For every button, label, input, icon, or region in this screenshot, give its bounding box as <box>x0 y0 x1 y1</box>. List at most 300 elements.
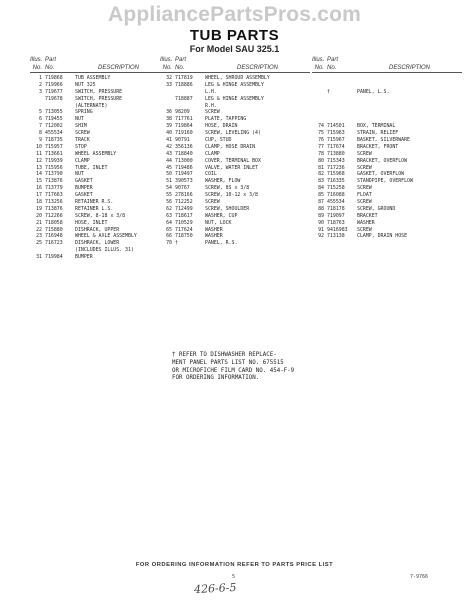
part-row <box>160 96 310 103</box>
illus-number: 31 <box>36 254 42 261</box>
illus-number: 78 <box>318 150 324 157</box>
part-row <box>30 233 162 240</box>
part-number: 716948 <box>45 233 63 240</box>
header-illus: Illus. <box>30 57 43 63</box>
part-row <box>312 206 462 213</box>
part-number: 715963 <box>327 130 345 137</box>
part-row <box>312 103 462 110</box>
part-description: HOSE, INLET <box>75 219 108 226</box>
part-row <box>30 240 162 247</box>
part-description: (ALTERNATE) <box>75 102 108 109</box>
part-description: R.H. <box>205 102 217 109</box>
part-number: 713876 <box>45 178 63 185</box>
header-part: Part <box>327 57 339 63</box>
parts-column-1 <box>30 56 162 261</box>
part-row <box>160 144 310 151</box>
part-description: BASKET, SILVERWARE <box>357 137 410 144</box>
part-number: 712266 <box>45 212 63 219</box>
part-row <box>30 151 162 158</box>
part-row <box>30 130 162 137</box>
part-row <box>160 220 310 227</box>
part-description: COIL <box>205 171 217 178</box>
part-number: 715968 <box>327 171 345 178</box>
part-description: WASHER <box>357 219 375 226</box>
part-number: 715957 <box>45 143 63 150</box>
part-number: 713880 <box>327 150 345 157</box>
part-row <box>160 233 310 240</box>
part-row <box>30 185 162 192</box>
part-description: LEG & HINGE ASSEMBLY <box>205 81 264 88</box>
part-row <box>160 192 310 199</box>
part-description: L.H. <box>205 88 217 95</box>
part-description: WASHER, CUP <box>205 212 238 219</box>
part-description <box>357 96 462 103</box>
illus-number: 13 <box>36 164 42 171</box>
part-row <box>312 227 462 234</box>
illus-number: 21 <box>36 219 42 226</box>
part-row <box>160 123 310 130</box>
site-watermark: AppliancePartsPros.com <box>108 3 361 26</box>
part-row <box>312 109 462 116</box>
part-number <box>327 109 357 116</box>
part-description: PANEL, R.S. <box>205 240 238 247</box>
part-number: † <box>175 240 178 247</box>
parts-column-3 <box>312 56 462 240</box>
illus-number: 91 <box>318 226 324 233</box>
part-description: SCREW <box>205 199 220 206</box>
illus-number: 81 <box>318 164 324 171</box>
part-row <box>312 82 462 89</box>
part-number: 718886 <box>175 81 193 88</box>
handwritten-annotation: 426-6-5 <box>193 580 237 597</box>
note-line: MENT PANEL PARTS LIST NO. 675515 <box>172 359 284 366</box>
part-description: STOP <box>75 143 87 150</box>
header-no: No. <box>162 65 172 71</box>
part-row <box>312 178 462 185</box>
part-number: 718763 <box>327 219 345 226</box>
illus-number: 40 <box>166 130 172 137</box>
part-number: 356136 <box>175 143 193 150</box>
part-description: BRACKET, FRONT <box>357 143 399 150</box>
part-number: 713256 <box>45 199 63 206</box>
part-description: FLOAT <box>357 192 372 199</box>
part-description: SHIM <box>75 123 87 130</box>
part-row <box>160 206 310 213</box>
illus-number: 6 <box>39 116 42 123</box>
illus-number <box>160 96 175 103</box>
part-row <box>30 96 162 103</box>
part-row <box>30 165 162 172</box>
part-row <box>30 109 162 116</box>
part-row <box>30 199 162 206</box>
part-number: 719097 <box>327 212 345 219</box>
illus-number: 87 <box>318 199 324 206</box>
illus-number <box>160 103 175 110</box>
part-number: 718840 <box>175 150 193 157</box>
part-number: 717761 <box>175 116 193 123</box>
illus-number: 32 <box>166 75 172 81</box>
part-row <box>160 171 310 178</box>
part-number: 713000 <box>175 157 193 164</box>
illus-number: 7 <box>39 123 42 130</box>
illus-number: 17 <box>36 192 42 199</box>
part-row <box>30 171 162 178</box>
illus-number <box>312 89 327 96</box>
illus-number: 64 <box>166 219 172 226</box>
header-illus: Illus. <box>312 57 325 63</box>
part-description: WHEEL & AXLE ASSEMBLY <box>75 233 137 240</box>
part-description <box>357 116 462 123</box>
part-number: 714501 <box>327 123 345 130</box>
illus-number: 16 <box>36 185 42 192</box>
illus-number: 38 <box>166 116 172 123</box>
parts-rows <box>160 75 310 247</box>
part-number: 715956 <box>45 164 63 171</box>
column-header-top <box>160 56 310 64</box>
illus-number: 76 <box>318 137 324 144</box>
part-description: CLAMP <box>205 150 220 157</box>
part-number: 90767 <box>175 185 190 192</box>
part-number: † <box>327 88 330 95</box>
illus-number: 18 <box>36 199 42 206</box>
illus-number: 90 <box>318 219 324 226</box>
part-row <box>312 213 462 220</box>
part-number: 713876 <box>45 205 63 212</box>
part-row <box>30 103 162 110</box>
part-row <box>160 130 310 137</box>
part-description: SCREW, 8-18 x 3/8 <box>75 212 126 219</box>
part-description: COVER, TERMINAL BOX <box>205 157 261 164</box>
page-subtitle: For Model SAU 325.1 <box>189 44 280 54</box>
part-number: 718617 <box>175 212 193 219</box>
illus-number: 54 <box>166 185 172 192</box>
illus-number <box>312 116 327 123</box>
illus-number: 84 <box>318 185 324 192</box>
part-row <box>160 213 310 220</box>
part-description: TUBE, INLET <box>75 164 108 171</box>
illus-number: 25 <box>36 240 42 247</box>
part-number: 716088 <box>327 192 345 199</box>
part-description: SCREW, SHOULDER <box>205 205 250 212</box>
illus-number <box>30 247 45 254</box>
part-number: 455534 <box>45 130 63 137</box>
part-row <box>312 144 462 151</box>
part-description: SCREW <box>357 150 372 157</box>
part-row <box>312 151 462 158</box>
illus-number: 63 <box>166 212 172 219</box>
illus-number: 1 <box>39 75 42 81</box>
note-line: FOR ORDERING INFORMATION. <box>172 375 260 382</box>
part-description: RETAINER R.S. <box>75 199 114 206</box>
part-row <box>160 185 310 192</box>
part-description: NUT 325 <box>75 81 96 88</box>
part-number <box>45 103 75 110</box>
part-description: WHEEL ASSEMBLY <box>75 150 117 157</box>
part-number: 712252 <box>175 199 193 206</box>
part-description <box>357 109 462 116</box>
illus-number <box>312 109 327 116</box>
illus-number: 66 <box>166 233 172 240</box>
part-number: 719455 <box>45 116 63 123</box>
part-description <box>357 103 462 110</box>
part-row <box>160 158 310 165</box>
part-description: BRACKET <box>357 212 378 219</box>
illus-number: 42 <box>166 143 172 150</box>
part-row <box>160 82 310 89</box>
parts-column-2 <box>160 56 310 247</box>
part-row <box>30 206 162 213</box>
part-number: 712002 <box>45 123 63 130</box>
illus-number: 55 <box>166 192 172 199</box>
part-number: 719160 <box>175 130 193 137</box>
part-description: SWITCH, PRESSURE <box>75 95 123 102</box>
column-header-bottom <box>312 64 462 73</box>
part-row <box>30 89 162 96</box>
illus-number: 77 <box>318 143 324 150</box>
part-number: 90791 <box>175 137 190 144</box>
header-description: DESCRIPTION <box>388 65 430 71</box>
part-number: 710529 <box>175 219 193 226</box>
illus-number: 3 <box>39 88 42 95</box>
part-row <box>312 130 462 137</box>
part-number: 719984 <box>45 254 63 261</box>
part-description: DISHRACK, LOWER <box>75 240 120 247</box>
part-row <box>312 123 462 130</box>
part-description: SCREW <box>357 164 372 171</box>
part-row <box>312 192 462 199</box>
illus-number: 10 <box>36 143 42 150</box>
part-number: 717236 <box>327 164 345 171</box>
part-description: CUP, STUD <box>205 137 232 144</box>
part-description: VALVE, WATER INLET <box>205 164 258 171</box>
header-part: Part <box>175 57 187 63</box>
part-description: NUT <box>75 116 84 123</box>
illus-number: 9 <box>39 137 42 144</box>
illus-number <box>160 89 175 96</box>
part-number: 718750 <box>175 233 193 240</box>
part-number: 719677 <box>45 88 63 95</box>
part-description: PANEL, L.S. <box>357 88 390 95</box>
illus-number: 82 <box>318 171 324 178</box>
part-number: 715343 <box>327 157 345 164</box>
column-header-top <box>312 56 462 64</box>
part-description: WASHER <box>205 233 223 240</box>
part-number: 713779 <box>45 185 63 192</box>
illus-number: 83 <box>318 178 324 185</box>
part-description: BRACKET, OVERFLOW <box>357 157 408 164</box>
part-description: WASHER, FLOW <box>205 178 241 185</box>
part-number: 716335 <box>327 178 345 185</box>
part-number: 715880 <box>45 226 63 233</box>
part-number: 718887 <box>175 95 193 102</box>
part-description: GASKET, OVERFLOW <box>357 171 405 178</box>
part-row <box>30 254 162 261</box>
part-description <box>357 75 462 82</box>
illus-number <box>30 103 45 110</box>
part-number: 719497 <box>175 171 193 178</box>
part-number: 717819 <box>175 75 193 81</box>
part-row <box>312 137 462 144</box>
part-row <box>312 158 462 165</box>
part-row <box>312 75 462 82</box>
illus-number: 12 <box>36 157 42 164</box>
header-description: DESCRIPTION <box>236 65 278 71</box>
part-number: 455534 <box>327 199 345 206</box>
part-number: 715967 <box>327 137 345 144</box>
part-description: WASHER <box>205 226 223 233</box>
part-row <box>160 116 310 123</box>
ordering-footer: FOR ORDERING INFORMATION REFER TO PARTS PRICE LIST <box>135 562 334 568</box>
illus-number: 33 <box>166 81 172 88</box>
part-number: 98209 <box>175 109 190 116</box>
part-row <box>312 185 462 192</box>
illus-number: 56 <box>166 199 172 206</box>
part-description: TUB ASSEMBLY <box>75 75 111 81</box>
part-description: STANDPIPE, OVERFLOW <box>357 178 413 185</box>
part-number <box>327 103 357 110</box>
illus-number: 74 <box>318 123 324 130</box>
part-number <box>175 103 205 110</box>
part-row <box>30 178 162 185</box>
header-part-no: No. <box>45 65 55 71</box>
part-row <box>312 233 462 240</box>
part-row <box>160 178 310 185</box>
illus-number <box>312 75 327 82</box>
part-description: (INCLUDES ILLUS. 31) <box>75 247 134 254</box>
part-description: RETAINER L.S. <box>75 205 114 212</box>
illus-number <box>312 82 327 89</box>
part-number: 717663 <box>45 192 63 199</box>
illus-number <box>30 96 45 103</box>
part-description: SCREW, 10-12 x 3/8 <box>205 192 258 199</box>
part-description: BUMPER <box>75 254 93 261</box>
part-row <box>30 192 162 199</box>
part-description: CLAMP, DRAIN HOSE <box>357 233 408 240</box>
part-row <box>160 240 310 247</box>
part-description: NUT, LOCK <box>205 219 232 226</box>
header-no: No. <box>314 65 324 71</box>
part-description <box>357 82 462 89</box>
part-row <box>160 151 310 158</box>
header-part: Part <box>45 57 57 63</box>
part-number: 713661 <box>45 150 63 157</box>
illus-number: 80 <box>318 157 324 164</box>
illus-number: 62 <box>166 205 172 212</box>
part-row <box>30 227 162 234</box>
part-description: GASKET <box>75 178 93 185</box>
part-number: 713138 <box>327 233 345 240</box>
part-number: 719939 <box>45 157 63 164</box>
illus-number: 5 <box>39 109 42 116</box>
part-row <box>30 247 162 254</box>
part-description: DISHRACK, UPPER <box>75 226 120 233</box>
part-row <box>160 199 310 206</box>
parts-rows <box>312 75 462 240</box>
part-row <box>30 75 162 82</box>
header-part-no: No. <box>175 65 185 71</box>
header-no: No. <box>32 65 42 71</box>
part-description: SCREW <box>357 199 372 206</box>
part-description: SCREW <box>205 109 220 116</box>
part-description: CLAMP, HOSE DRAIN <box>205 143 256 150</box>
part-description: NUT <box>75 171 84 178</box>
part-row <box>30 137 162 144</box>
part-number: 9416983 <box>327 226 348 233</box>
part-number <box>327 116 357 123</box>
page-number: 5 <box>232 574 236 580</box>
part-description: SCREW <box>75 130 90 137</box>
part-row <box>312 116 462 123</box>
part-description: PLATE, TAPPING <box>205 116 247 123</box>
illus-number: 92 <box>318 233 324 240</box>
part-number <box>175 89 205 96</box>
part-description: STRAIN, RELIEF <box>357 130 399 137</box>
illus-number: 2 <box>39 81 42 88</box>
part-number: 719966 <box>45 81 63 88</box>
column-header-bottom <box>30 64 162 73</box>
illus-number <box>312 96 327 103</box>
column-header-bottom <box>160 64 310 73</box>
illus-number: 41 <box>166 137 172 144</box>
part-number: 719868 <box>45 75 63 81</box>
part-description: BOX, TERMINAL <box>357 123 396 130</box>
part-number <box>327 75 357 82</box>
ordering-note <box>172 352 392 383</box>
part-description: HOSE, DRAIN <box>205 123 238 130</box>
part-row <box>30 116 162 123</box>
part-row <box>160 137 310 144</box>
part-row <box>160 75 310 82</box>
part-description: SCREW <box>357 185 372 192</box>
part-number: 713790 <box>45 171 63 178</box>
illus-number: 39 <box>166 123 172 130</box>
part-number: 718735 <box>45 137 63 144</box>
part-number: 719486 <box>175 164 193 171</box>
part-number <box>327 96 357 103</box>
illus-number: 85 <box>318 192 324 199</box>
note-line: OR MICROFICHE FILM CARD NO. 454-F-9 <box>172 367 295 374</box>
header-description: DESCRIPTION <box>97 65 139 71</box>
part-number: 719864 <box>175 123 193 130</box>
part-row <box>312 96 462 103</box>
part-description: SCREW, GROUND <box>357 205 396 212</box>
part-row <box>160 109 310 116</box>
illus-number: 36 <box>166 109 172 116</box>
page-title: TUB PARTS <box>189 27 280 44</box>
illus-number: 70 <box>166 240 172 247</box>
part-row <box>30 123 162 130</box>
illus-number: 88 <box>318 205 324 212</box>
note-line: † REFER TO DISHWASHER REPLACE- <box>172 352 277 358</box>
illus-number: 20 <box>36 212 42 219</box>
part-row <box>312 89 462 96</box>
part-number <box>327 82 357 89</box>
part-description: CLAMP <box>75 157 90 164</box>
illus-number: 14 <box>36 171 42 178</box>
part-number: 390573 <box>175 178 193 185</box>
part-number: 278166 <box>175 192 193 199</box>
part-number: 718178 <box>327 205 345 212</box>
part-description: GASKET <box>75 192 93 199</box>
illus-number: 22 <box>36 226 42 233</box>
part-number: 715258 <box>327 185 345 192</box>
part-number: 717624 <box>175 226 193 233</box>
illus-number: 45 <box>166 164 172 171</box>
illus-number: 11 <box>36 150 42 157</box>
illus-number: 44 <box>166 157 172 164</box>
part-number <box>45 247 75 254</box>
part-row <box>160 89 310 96</box>
